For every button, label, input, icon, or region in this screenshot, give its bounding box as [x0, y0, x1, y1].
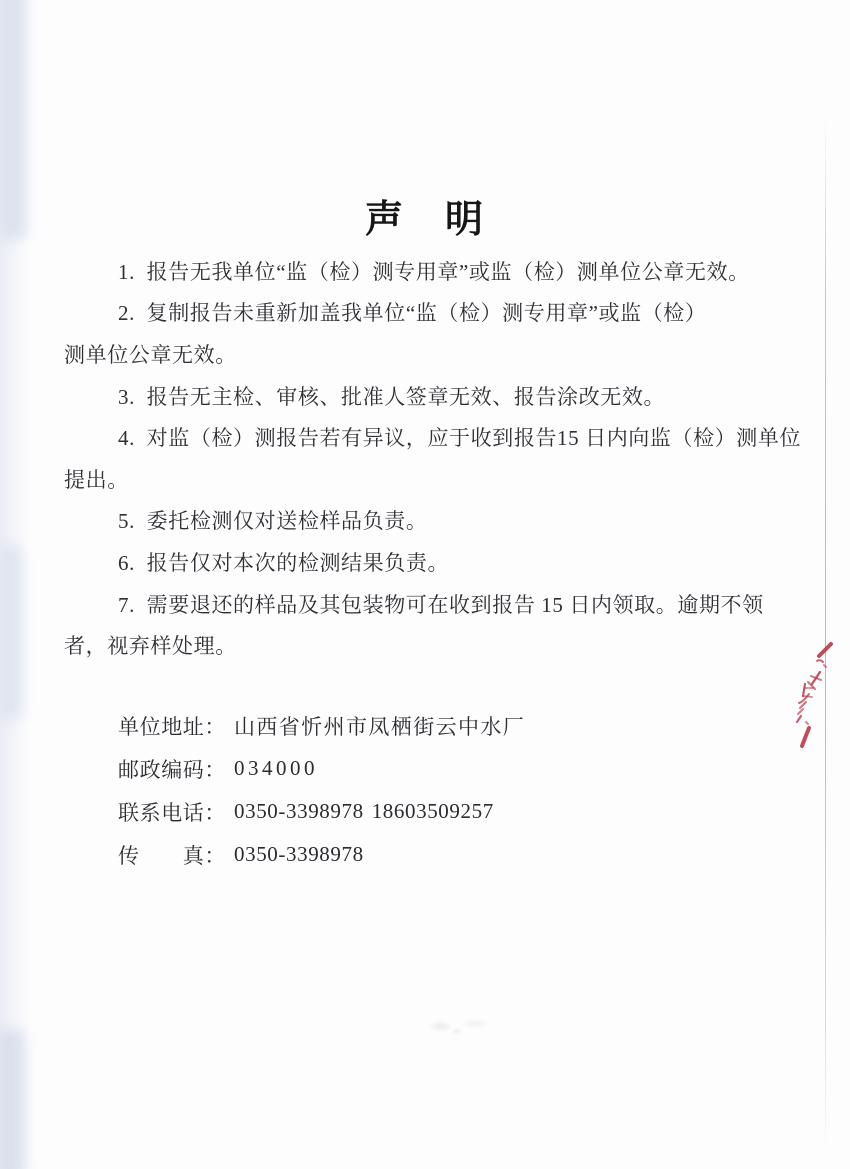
statement-line-4: 4. 对监（检）测报告若有异议，应于收到报告15 日内向监（检）测单位 [118, 426, 802, 451]
phone-value-2: 18603509257 [371, 799, 494, 823]
statement-line-5: 5. 委托检测仅对送检样品负责。 [118, 509, 428, 534]
contact-address-row [118, 704, 718, 747]
postal-code-value: 034000 [234, 756, 318, 780]
contact-phone-row [118, 790, 718, 833]
address-value: 山西省忻州市凤栖街云中水厂 [234, 714, 526, 739]
contact-postal-row [118, 747, 718, 790]
statement-line-3: 3. 报告无主检、审核、批准人签章无效、报告涂改无效。 [118, 384, 666, 409]
phone-label: 联系电话： [118, 800, 226, 825]
phone-value-1: 0350-3398978 [234, 799, 364, 823]
statement-body [64, 250, 802, 666]
red-stamp-fragment [793, 632, 835, 758]
fax-value: 0350-3398978 [234, 842, 364, 866]
statement-line-2-cont: 测单位公章无效。 [64, 342, 237, 367]
statement-line-7: 7. 需要退还的样品及其包装物可在收到报告 15 日内领取。逾期不领 [118, 592, 764, 617]
statement-line-7-cont: 者，视弃样处理。 [64, 634, 237, 659]
fax-label: 传 真： [118, 843, 226, 868]
scan-smudge-artifact [413, 1010, 505, 1040]
page-title: 声 明 [364, 199, 485, 241]
statement-line-4-cont: 提出。 [64, 467, 129, 492]
scan-edge-patch-middle [2, 545, 24, 720]
postal-code-label: 邮政编码： [118, 757, 226, 782]
statement-line-2: 2. 复制报告未重新加盖我单位“监（检）测专用章”或监（检） [118, 301, 707, 326]
scan-edge-patch-bottom [0, 1030, 26, 1169]
scan-edge-band-left [0, 0, 30, 1169]
statement-line-6: 6. 报告仅对本次的检测结果负责。 [118, 550, 450, 575]
contact-fax-row [118, 833, 718, 876]
contact-info [118, 704, 718, 876]
statement-line-1: 1. 报告无我单位“监（检）测专用章”或监（检）测单位公章无效。 [118, 259, 750, 284]
address-label: 单位地址： [118, 714, 226, 739]
